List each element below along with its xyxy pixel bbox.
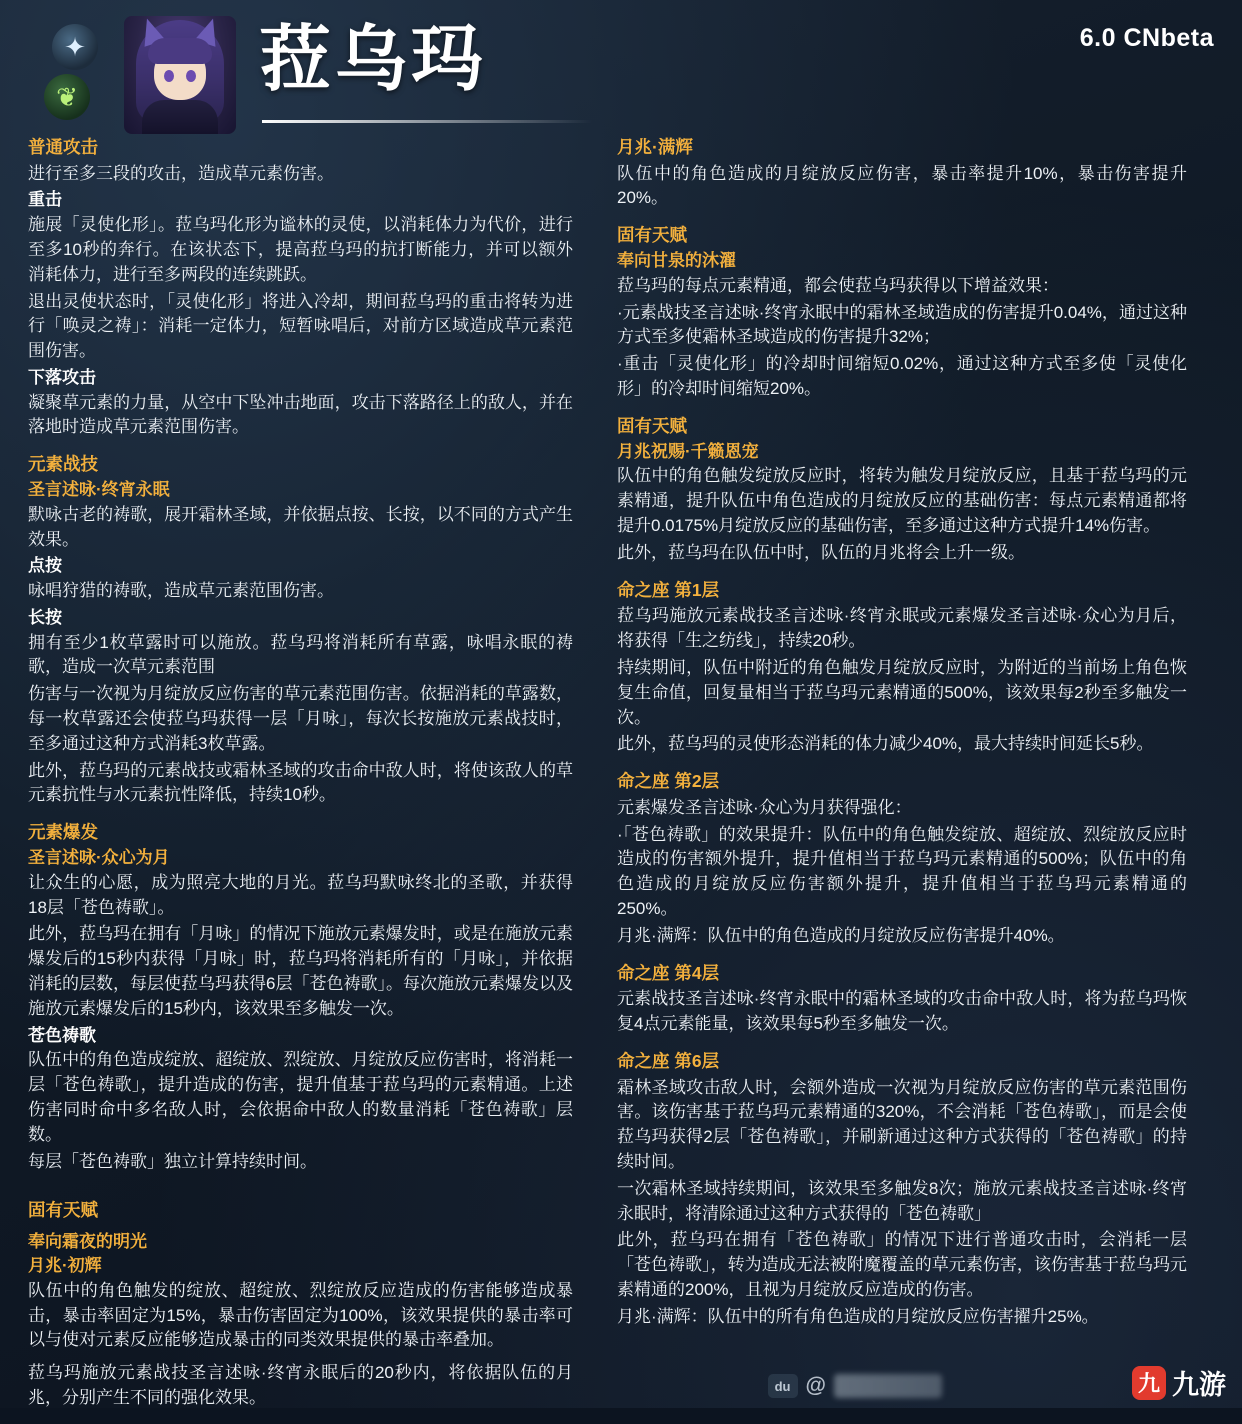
skill-title: 元素战技 xyxy=(28,454,98,475)
c2-title: 命之座 第2层 xyxy=(617,771,720,792)
spacer xyxy=(28,1187,573,1199)
right-column xyxy=(617,136,1187,1424)
passive3-title: 固有天赋 xyxy=(617,415,687,436)
passive2-p2: ·元素战技圣言述咏·终宵永眠中的霜林圣域造成的伤害提升0.04%，通过这种方式至多使霜林圣域造成的伤害提升32%； xyxy=(617,302,1187,347)
moon-full-p1: 队伍中的角色造成的月绽放反应伤害，暴击率提升10%，暴击伤害提升20%。 xyxy=(617,163,1187,208)
passive2-p1: 菈乌玛的每点元素精通，都会使菈乌玛获得以下增益效果： xyxy=(617,275,1059,295)
jiuyou-icon: 九 xyxy=(1132,1366,1166,1400)
title-underline xyxy=(262,120,592,123)
page-footer xyxy=(0,1356,1242,1408)
burst-name: 圣言述咏·众心为月 xyxy=(28,847,170,867)
passive1-p1: 队伍中的角色触发的绽放、超绽放、烈绽放反应造成的伤害能够造成暴击，暴击率固定为15%，暴击伤害固定为100%，该效果提供的暴击率可以与使对元素反应能够造成暴击的同类效果提供的暴击率叠加。 xyxy=(28,1280,573,1350)
watermark-blurred-name xyxy=(834,1374,942,1398)
c6-p1: 霜林圣域攻击敌人时，会额外造成一次视为月绽放反应伤害的草元素范围伤害。该伤害基于菈乌玛元素精通的320%，不会消耗「苍色祷歌」，而是会使菈乌玛获得2层「苍色祷歌」，并刷新通过这种方式获得的「苍色祷歌」的持续时间。 xyxy=(617,1077,1187,1171)
burst-title: 元素爆发 xyxy=(28,822,98,843)
content-columns xyxy=(14,136,1228,1424)
burst-p2: 此外，菈乌玛在拥有「月咏」的情况下施放元素爆发时，或是在施放元素爆发后的15秒内获得「月咏」时，菈乌玛将消耗所有的「月咏」，并依据消耗的层数，每层使菈乌玛获得6层「苍色祷歌」。每次施放元素爆发以及施放元素爆发后的15秒内，该效果至多触发一次。 xyxy=(28,924,573,1018)
normal-attack-p4: 凝聚草元素的力量，从空中下坠冲击地面，攻击下落路径上的敌人，并在落地时造成草元素范围伤害。 xyxy=(28,392,573,437)
brand-logo xyxy=(1132,1363,1226,1402)
passive1-title: 固有天赋 xyxy=(28,1200,98,1221)
skill-name: 圣言述咏·终宵永眠 xyxy=(28,479,170,499)
section-constellation-4 xyxy=(617,962,1187,1037)
element-badges xyxy=(44,24,112,120)
section-elemental-burst xyxy=(28,821,573,1174)
c6-p3: 此外，菈乌玛在拥有「苍色祷歌」的情况下进行普通攻击时，会消耗一层「苍色祷歌」，转为造成无法被附魔覆盖的草元素伤害，该伤害基于菈乌玛元素精通的200%，且视为月绽放反应造成的伤害。 xyxy=(617,1230,1187,1300)
c1-title: 命之座 第1层 xyxy=(617,579,720,600)
c6-p4: 月兆·满辉：队伍中的所有角色造成的月绽放反应伤害擢升25%。 xyxy=(617,1306,1099,1326)
left-column xyxy=(28,136,573,1424)
c1-p2: 持续期间，队伍中附近的角色触发月绽放反应时，为附近的当前场上角色恢复生命值，回复量相当于菈乌玛元素精通的500%，该效果每2秒至多触发一次。 xyxy=(617,657,1187,727)
version-label: 6.0 CNbeta xyxy=(1079,24,1214,52)
skill-p3: 拥有至少1枚草露时可以施放。菈乌玛将消耗所有草露，咏唱永眠的祷歌，造成一次草元素范围 xyxy=(28,632,573,677)
skill-p5: 此外，菈乌玛的元素战技或霜林圣域的攻击命中敌人时，将使该敌人的草元素抗性与水元素抗性降低，持续10秒。 xyxy=(28,760,573,805)
passive2-title: 固有天赋 xyxy=(617,225,687,246)
section-elemental-skill xyxy=(28,453,573,808)
passive1-p2: 菈乌玛施放元素战技圣言述咏·终宵永眠后的20秒内，将依据队伍的月兆，分别产生不同的强化效果。 xyxy=(28,1363,573,1408)
burst-p1: 让众生的心愿，成为照亮大地的月光。菈乌玛默咏终北的圣歌，并获得18层「苍色祷歌」。 xyxy=(28,872,573,917)
page-header xyxy=(14,10,1228,136)
moon-full-title: 月兆·满辉 xyxy=(617,137,693,157)
plunge-attack-label: 下落攻击 xyxy=(28,367,96,387)
portrait-eye-right xyxy=(186,70,196,82)
page-title: 菈乌玛 xyxy=(259,20,488,100)
charged-attack-label: 重击 xyxy=(28,190,62,210)
portrait-bangs xyxy=(148,38,212,64)
section-passive-3 xyxy=(617,415,1187,566)
c4-p1: 元素战技圣言述咏·终宵永眠中的霜林圣域的攻击命中敌人时，将为菈乌玛恢复4点元素能量，该效果每5秒至多触发一次。 xyxy=(617,989,1187,1034)
c2-p3: 月兆·满辉：队伍中的角色造成的月绽放反应伤害提升40%。 xyxy=(617,925,1065,945)
passive3-p1: 队伍中的角色触发绽放反应时，将转为触发月绽放反应，且基于菈乌玛的元素精通，提升队伍中角色造成的月绽放反应的基础伤害：每点元素精通都将提升0.0175%月绽放反应的基础伤害，至多通过这种方式提升14%伤害。 xyxy=(617,466,1187,536)
duyouxi-icon: du xyxy=(768,1374,798,1398)
burst-sub-label: 苍色祷歌 xyxy=(28,1025,96,1045)
passive3-p2: 此外，菈乌玛在队伍中时，队伍的月兆将会上升一级。 xyxy=(617,542,1025,562)
normal-attack-p2: 施展「灵使化形」。菈乌玛化形为谧林的灵使，以消耗体力为代价，进行至多10秒的奔行。在该状态下，提高菈乌玛的抗打断能力，并可以额外消耗体力，进行至多两段的连续跳跃。 xyxy=(28,215,573,284)
section-passive-2 xyxy=(617,224,1187,402)
c1-p1: 菈乌玛施放元素战技圣言述咏·终宵永眠或元素爆发圣言述咏·众心为月后，将获得「生之纺线」，持续20秒。 xyxy=(617,606,1187,651)
passive1-name: 奉向霜夜的明光 xyxy=(28,1231,147,1251)
burst-p4: 每层「苍色祷歌」独立计算持续时间。 xyxy=(28,1151,317,1171)
c1-p3: 此外，菈乌玛的灵使形态消耗的体力减少40%，最大持续时间延长5秒。 xyxy=(617,734,1154,754)
author-watermark xyxy=(768,1374,942,1398)
c6-p2: 一次霜林圣域持续期间，该效果至多触发8次；施放元素战技圣言述咏·终宵永眠时，将清除通过这种方式获得的「苍色祷歌」 xyxy=(617,1178,1187,1223)
skill-hold-label: 长按 xyxy=(28,607,62,627)
c4-title: 命之座 第4层 xyxy=(617,962,720,983)
c6-title: 命之座 第6层 xyxy=(617,1050,720,1071)
c2-p1: 元素爆发圣言述咏·众心为月获得强化： xyxy=(617,797,912,817)
watermark-tag: @ xyxy=(805,1374,826,1397)
portrait-body xyxy=(142,100,218,134)
section-moon-full xyxy=(617,136,1187,211)
skill-p1: 默咏古老的祷歌，展开霜林圣域，并依据点按、长按，以不同的方式产生效果。 xyxy=(28,504,573,549)
normal-attack-p1: 进行至多三段的攻击，造成草元素伤害。 xyxy=(28,163,334,183)
skill-tap-label: 点按 xyxy=(28,556,62,576)
section-normal-attack xyxy=(28,136,573,440)
normal-attack-title: 普通攻击 xyxy=(28,137,98,157)
portrait-eye-left xyxy=(164,70,174,82)
section-constellation-1 xyxy=(617,579,1187,758)
normal-attack-p3: 退出灵使状态时，「灵使化形」将进入冷却，期间菈乌玛的重击将转为进行「唤灵之祷」：消耗一定体力，短暂咏唱后，对前方区域造成草元素范围伤害。 xyxy=(28,291,573,361)
character-portrait xyxy=(124,16,236,134)
passive2-name: 奉向甘泉的沐濯 xyxy=(617,250,736,270)
dendro-element-icon: ❦ xyxy=(44,74,90,120)
passive3-name: 月兆祝赐·千籁恩宠 xyxy=(617,441,759,461)
section-constellation-6 xyxy=(617,1050,1187,1330)
skill-p4: 伤害与一次视为月绽放反应伤害的草元素范围伤害。依据消耗的草露数，每一枚草露还会使菈乌玛获得一层「月咏」，每次长按施放元素战技时，至多通过这种方式消耗3枚草露。 xyxy=(28,684,573,753)
brand-name: 九游 xyxy=(1172,1370,1226,1400)
star-icon: ✦ xyxy=(52,24,98,70)
skill-p2: 咏唱狩猎的祷歌，造成草元素范围伤害。 xyxy=(28,581,334,601)
section-constellation-2 xyxy=(617,770,1187,949)
burst-p3: 队伍中的角色造成绽放、超绽放、烈绽放、月绽放反应伤害时，将消耗一层「苍色祷歌」，提升造成的伤害，提升值基于菈乌玛的元素精通。上述伤害同时命中多名敌人时，会依据命中敌人的数量消耗「苍色祷歌」层数。 xyxy=(28,1050,573,1144)
passive1-sub: 月兆·初辉 xyxy=(28,1255,102,1275)
passive2-p3: ·重击「灵使化形」的冷却时间缩短0.02%，通过这种方式至多使「灵使化形」的冷却时间缩短20%。 xyxy=(617,354,1187,399)
c2-p2: ·「苍色祷歌」的效果提升：队伍中的角色触发绽放、超绽放、烈绽放反应时造成的伤害额外提升，提升值相当于菈乌玛元素精通的500%；队伍中的角色造成的月绽放反应伤害额外提升，提升值相当于菈乌玛元素精通的250%。 xyxy=(617,824,1187,919)
